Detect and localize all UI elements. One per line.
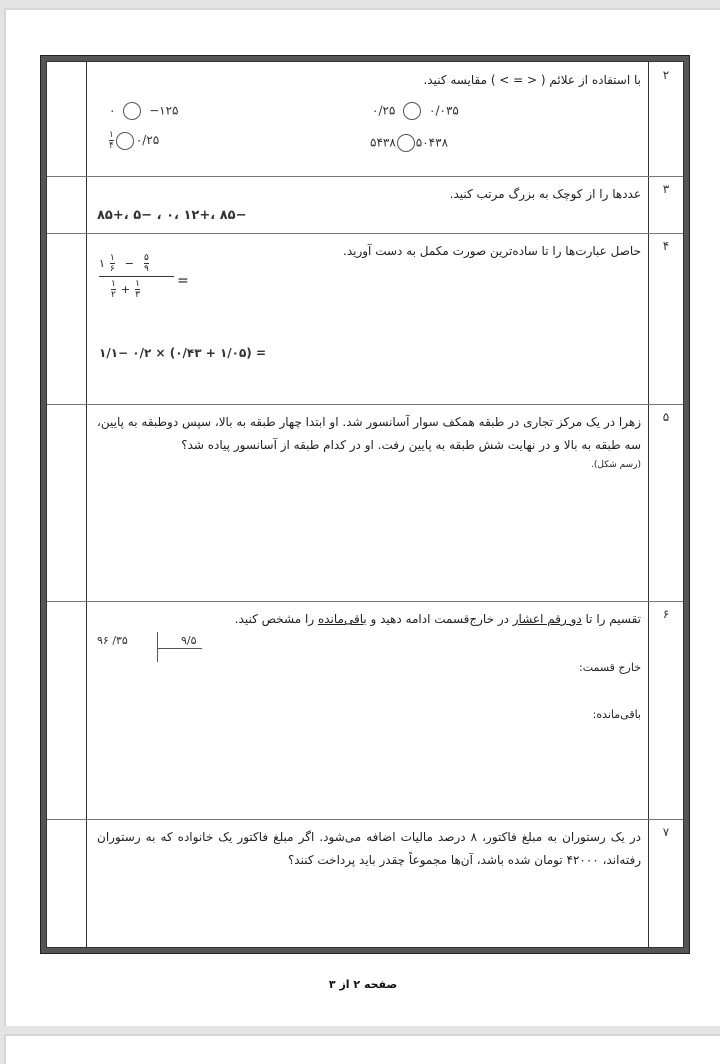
comparison-left: ۵۴۳۸	[370, 135, 396, 150]
comparison-right: ۰/۰۳۵	[429, 103, 459, 118]
question-row-2	[47, 62, 683, 177]
comparison-right: ۰/۲۵	[135, 133, 160, 147]
comparison-circle[interactable]	[116, 132, 134, 150]
question-number: ۳	[662, 182, 670, 196]
comparison-left: ۰/۲۵	[372, 103, 396, 118]
question-table-inner	[46, 61, 684, 948]
comparison-3	[109, 102, 179, 120]
question-number: ۷	[662, 825, 670, 839]
numerator: ۵	[143, 253, 149, 263]
denominator: ۹	[143, 264, 149, 274]
denominator: ۳	[135, 290, 140, 300]
question-note: (رسم شکل).	[591, 460, 641, 470]
numerator: ۱	[109, 130, 114, 140]
question-row-3	[47, 176, 683, 234]
comparison-circle[interactable]	[123, 102, 141, 120]
numerator: ۱	[135, 279, 140, 289]
question-row-5	[47, 404, 683, 602]
document-page	[4, 8, 720, 1026]
question-number: ۲	[662, 68, 670, 82]
numerator: ۱	[109, 253, 115, 263]
denominator: ۴	[109, 141, 114, 151]
minus-sign: −	[124, 257, 134, 270]
comparison-circle[interactable]	[397, 134, 415, 152]
question-number: ۵	[662, 410, 670, 424]
comparison-right: ۵۰۴۳۸	[415, 135, 449, 150]
complex-fraction	[99, 253, 189, 300]
question-text: در یک رستوران به مبلغ فاکتور، ۸ درصد مالیات اضافه می‌شود. اگر مبلغ فاکتور یک خانواده که به رستوران رفته‌اند، ۴۲۰۰۰ تومان شده باشد، آن‌ها مجموعاً چقدر باید پرداخت کنند؟	[97, 830, 641, 867]
underlined-text: دو رقم اعشار	[512, 612, 582, 626]
quotient-label: خارج قسمت:	[579, 661, 641, 674]
comparison-right: −۱۲۵	[149, 103, 179, 118]
underlined-text: باقی‌مانده	[317, 612, 367, 626]
numerator: ۱	[111, 279, 116, 289]
question-text	[97, 608, 641, 631]
question-row-7	[47, 819, 683, 949]
page-number: صفحه ۲ از ۳	[328, 978, 398, 991]
comparison-circle[interactable]	[403, 102, 421, 120]
division-vertical-line	[157, 632, 158, 662]
denominator: ۲	[111, 290, 116, 300]
text-segment: را مشخص کنید.	[234, 612, 318, 626]
question-text: حاصل عبارت‌ها را تا ساده‌ترین صورت مکمل به دست آورید.	[343, 244, 641, 258]
fraction-one-quarter	[109, 130, 114, 151]
comparison-1	[372, 102, 459, 120]
question-number: ۴	[662, 239, 670, 253]
text-segment: تقسیم را تا	[581, 612, 641, 626]
divisor: ۹/۵	[181, 634, 197, 647]
comparison-left: ۰	[109, 103, 116, 118]
question-text	[97, 411, 641, 473]
question-number: ۶	[662, 607, 670, 621]
comparison-2	[370, 134, 448, 152]
equals-sign: =	[177, 273, 189, 289]
number-sequence: −۸۵ ،+۱۲ ،۰ ، −۵ ،+۸۵	[97, 208, 247, 223]
dividend: ۹۶ /۳۵	[97, 634, 128, 647]
long-division	[97, 634, 197, 647]
fraction-bar	[99, 276, 174, 277]
comparison-4	[109, 130, 159, 151]
decimal-expression: ۱/۱− ۰/۲ × (۰/۴۳ + ۱/۰۵) =	[99, 346, 267, 360]
text-segment: در خارج‌قسمت ادامه دهید و	[366, 612, 513, 626]
question-row-6	[47, 601, 683, 820]
remainder-label: باقی‌مانده:	[592, 708, 641, 721]
question-text: عددها را از کوچک به بزرگ مرتب کنید.	[449, 187, 641, 201]
plus-sign: +	[120, 283, 131, 296]
question-row-4	[47, 233, 683, 405]
question-body: زهرا در یک مرکز تجاری در طبقه همکف سوار آسانسور شد. او ابتدا چهار طبقه به بالا، سپس دوطبقه به پایین، سه طبقه به بالا و در نهایت شش طبقه به پایین رفت. او در کدام طبقه از آسانسور پیاده شد؟	[97, 415, 641, 452]
denominator: ۶	[109, 264, 115, 274]
question-text: با استفاده از علائم ( < = > ) مقایسه کنید.	[423, 73, 641, 87]
division-horizontal-line	[157, 648, 202, 649]
next-page-edge	[4, 1034, 720, 1064]
question-table	[40, 55, 690, 954]
whole-number: ۱	[99, 257, 105, 270]
